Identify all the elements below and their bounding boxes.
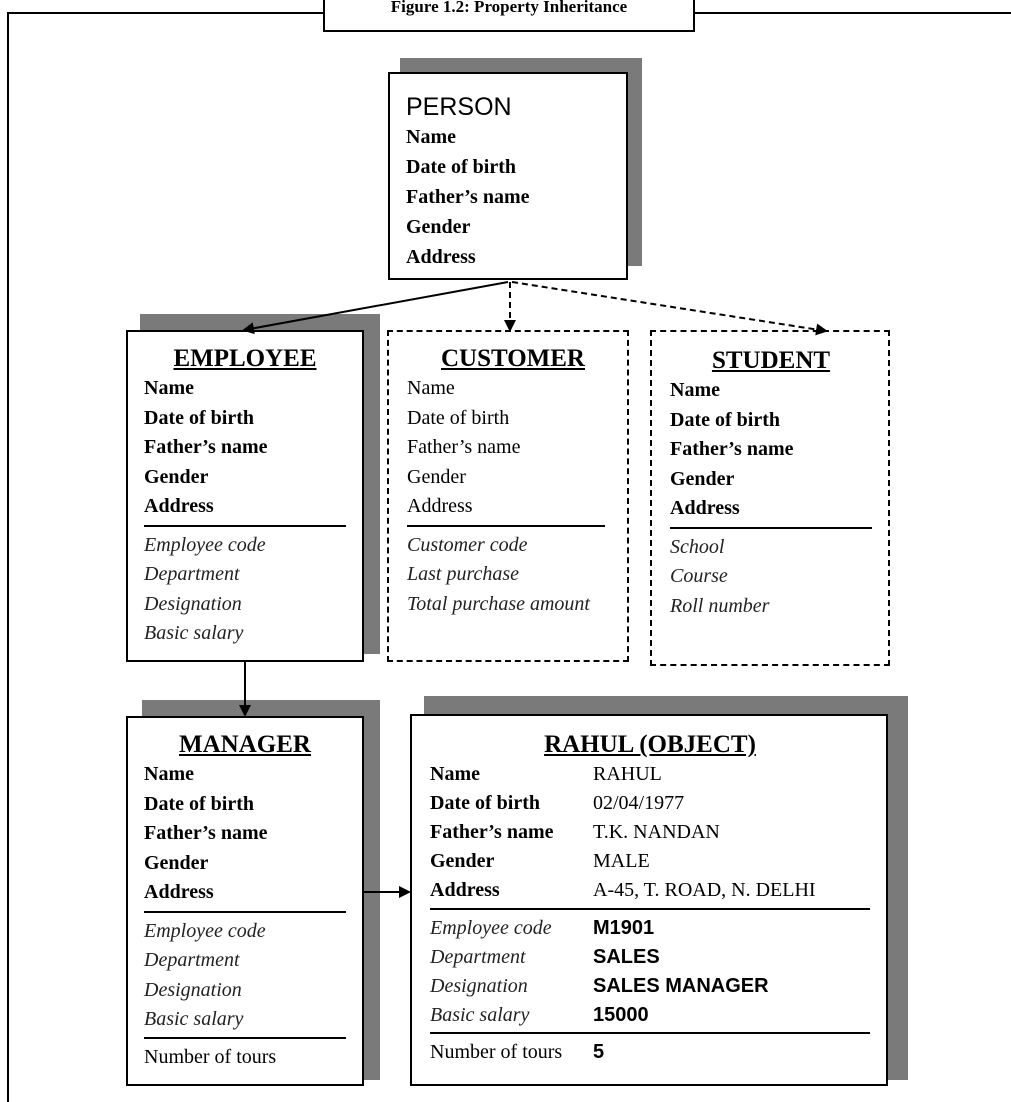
extra-attribute: Course bbox=[670, 565, 728, 587]
extra-attribute: Basic salary bbox=[144, 622, 244, 644]
field-value: SALES MANAGER bbox=[593, 975, 769, 997]
customer-title: CUSTOMER bbox=[440, 345, 585, 372]
extra-attribute: Designation bbox=[144, 592, 242, 615]
attribute: Father’s name bbox=[144, 436, 268, 458]
extra-attribute: Total purchase amount bbox=[407, 592, 590, 615]
extra-attribute: Employee code bbox=[144, 533, 266, 556]
field-label: Designation bbox=[430, 975, 528, 997]
attribute: Name bbox=[406, 126, 456, 148]
attribute: Gender bbox=[144, 851, 209, 874]
student-title: STUDENT bbox=[711, 347, 831, 374]
attribute: Date of birth bbox=[144, 406, 254, 429]
field-label: Date of birth bbox=[430, 792, 540, 814]
attribute: Date of birth bbox=[670, 408, 780, 431]
field-value: 02/04/1977 bbox=[593, 792, 685, 814]
attribute: Date of birth bbox=[407, 406, 510, 429]
extra-attribute: Department bbox=[144, 949, 240, 971]
field-label: Department bbox=[430, 946, 526, 968]
extra-attribute: Employee code bbox=[144, 919, 266, 942]
field-value: RAHUL bbox=[593, 763, 662, 785]
attribute: Address bbox=[144, 881, 214, 903]
extra-attribute: Customer code bbox=[407, 533, 528, 556]
attribute: Father’s name bbox=[670, 438, 794, 460]
field-label: Name bbox=[430, 763, 480, 785]
field-value: T.K. NANDAN bbox=[593, 821, 720, 843]
attribute: Father’s name bbox=[406, 186, 530, 208]
field-value: SALES bbox=[593, 946, 660, 968]
field-label: Father’s name bbox=[430, 821, 554, 843]
attribute: Address bbox=[144, 495, 214, 517]
attribute: Name bbox=[144, 377, 194, 399]
field-value: M1901 bbox=[593, 917, 655, 939]
object-title: RAHUL (OBJECT) bbox=[544, 731, 756, 758]
figure-title: Figure 1.2: Property Inheritance bbox=[323, 0, 695, 32]
field-label: Gender bbox=[430, 850, 495, 872]
attribute: Father’s name bbox=[144, 822, 268, 844]
field-value: 15000 bbox=[593, 1004, 649, 1026]
field-label: Address bbox=[430, 879, 500, 901]
field-label: Employee code bbox=[430, 917, 552, 939]
attribute: Date of birth bbox=[144, 792, 254, 815]
attribute: Name bbox=[144, 763, 194, 785]
attribute: Gender bbox=[670, 467, 735, 490]
attribute: Name bbox=[407, 377, 455, 399]
attribute: Address bbox=[670, 497, 740, 519]
field-value: MALE bbox=[593, 850, 650, 872]
attribute: Gender bbox=[144, 465, 209, 488]
extra-attribute: Last purchase bbox=[407, 563, 520, 585]
extra-attribute: Roll number bbox=[670, 594, 770, 617]
attribute: Address bbox=[407, 495, 473, 517]
attribute: Address bbox=[406, 246, 476, 268]
attribute: Name bbox=[670, 379, 720, 401]
field-value: A-45, T. ROAD, N. DELHI bbox=[593, 879, 816, 901]
attribute: Father’s name bbox=[407, 436, 521, 458]
own-attribute: Number of tours bbox=[144, 1045, 277, 1068]
employee-title: EMPLOYEE bbox=[173, 345, 317, 372]
extra-attribute: Department bbox=[144, 563, 240, 585]
field-label: Number of tours bbox=[430, 1041, 563, 1063]
attribute: Date of birth bbox=[406, 156, 516, 178]
attribute: Gender bbox=[407, 465, 466, 488]
person-title: PERSON bbox=[406, 93, 512, 121]
attribute: Gender bbox=[406, 216, 471, 238]
field-label: Basic salary bbox=[430, 1004, 530, 1026]
arrow-person-to-employee bbox=[244, 282, 508, 330]
extra-attribute: Basic salary bbox=[144, 1008, 244, 1030]
manager-title: MANAGER bbox=[179, 731, 311, 758]
arrow-person-to-student bbox=[512, 282, 826, 331]
extra-attribute: School bbox=[670, 535, 725, 558]
extra-attribute: Designation bbox=[144, 978, 242, 1001]
field-value: 5 bbox=[593, 1041, 605, 1063]
